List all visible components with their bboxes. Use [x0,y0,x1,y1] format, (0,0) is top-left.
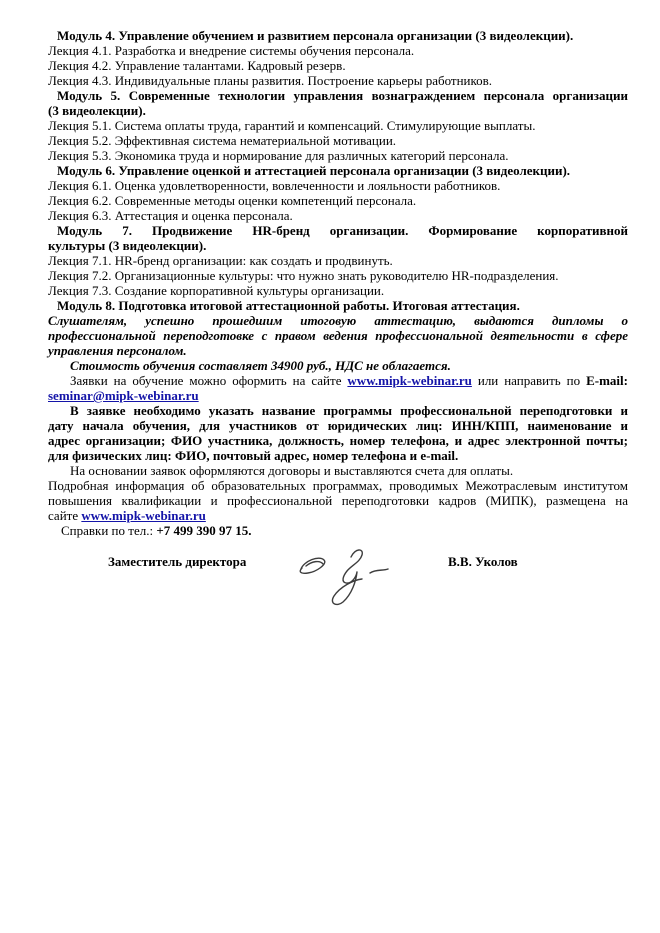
email-label: E-mail: [586,373,628,388]
document-body [48,28,628,538]
diploma-note-line3: управления персоналом. [48,343,187,358]
site-link-2[interactable]: www.mipk-webinar.ru [81,508,206,523]
application-paragraph [48,373,628,403]
lecture-5-3: Лекция 5.3. Экономика труда и нормирование для различных категорий персонала. [48,148,509,163]
application-details-line4: для физических лиц: ФИО, почтовый адрес, номер телефона и e-mail. [48,448,459,463]
lecture-4-3: Лекция 4.3. Индивидуальные планы развития. Построение карьеры работников. [48,73,493,88]
module-8-title: Модуль 8. Подготовка итоговой аттестационной работы. Итоговая аттестация. [57,298,520,313]
application-details-line1: В заявке необходимо указать название программы профессиональной переподготовки и [70,403,628,418]
lecture-4-2: Лекция 4.2. Управление талантами. Кадровый резерв. [48,58,346,73]
application-line2 [48,388,628,403]
info-line2: повышения квалификации и профессиональной переподготовки кадров (МИПК), размещена на [48,493,628,508]
module-5-title-line1: Модуль 5. Современные технологии управления вознаграждением персонала организации [57,88,628,103]
info-line3-text: сайте [48,508,82,523]
module-4-title: Модуль 4. Управление обучением и развитием персонала организации (3 видеолекции). [57,28,574,43]
diploma-note-line1: Слушателям, успешно прошедшим итоговую аттестацию, выдаются дипломы о [48,313,628,328]
site-link[interactable]: www.mipk-webinar.ru [347,373,472,388]
module-7-title-line1: Модуль 7. Продвижение HR-бренд организации. Формирование корпоративной [57,223,628,238]
lecture-7-1: Лекция 7.1. HR-бренд организации: как создать и продвинуть. [48,253,393,268]
email-link[interactable]: seminar@mipk-webinar.ru [48,388,199,403]
module-7-title-line2: культуры (3 видеолекции). [48,238,207,253]
application-details-line2: дату начала обучения, для участников от юридических лиц: ИНН/КПП, наименование и [48,418,628,433]
application-details [48,403,628,463]
invoice-note: На основании заявок оформляются договоры и выставляются счета для оплаты. [70,463,514,478]
signer-position: Заместитель директора [108,554,247,569]
lecture-6-1: Лекция 6.1. Оценка удовлетворенности, вовлеченности и лояльности работников. [48,178,501,193]
application-text-before-site: Заявки на обучение можно оформить на сайте [70,373,348,388]
lecture-5-1: Лекция 5.1. Система оплаты труда, гарантий и компенсаций. Стимулирующие выплаты. [48,118,536,133]
lecture-7-3: Лекция 7.3. Создание корпоративной культуры организации. [48,283,385,298]
lecture-7-2: Лекция 7.2. Организационные культуры: что нужно знать руководителю HR-подразделения. [48,268,559,283]
signature-icon [295,542,405,612]
module-7-title [48,223,628,253]
phone-line [48,523,628,538]
module-6-title: Модуль 6. Управление оценкой и аттестацией персонала организации (3 видеолекции). [57,163,571,178]
application-details-line3: адрес организации; ФИО участника, должность, номер телефона, и адрес электронной почты; [48,433,628,448]
module-5-title-line2: (3 видеолекции). [48,103,146,118]
signature-block [0,548,660,638]
lecture-4-1: Лекция 4.1. Разработка и внедрение системы обучения персонала. [48,43,415,58]
diploma-note-line2: профессиональной переподготовке с правом ведения профессиональной деятельности в сфере [48,328,628,343]
phone-label: Справки по тел.: [61,523,157,538]
diploma-note [48,313,628,358]
application-line1 [48,373,628,388]
module-5-title [48,88,628,118]
lecture-6-3: Лекция 6.3. Аттестация и оценка персонала. [48,208,293,223]
lecture-5-2: Лекция 5.2. Эффективная система нематериальной мотивации. [48,133,397,148]
price-note: Стоимость обучения составляет 34900 руб., НДС не облагается. [70,358,451,373]
signer-name: В.В. Уколов [448,554,518,569]
phone-number: +7 499 390 97 15. [156,523,252,538]
info-paragraph [48,478,628,523]
application-text-between: или направить по [471,373,587,388]
info-line1: Подробная информация об образовательных программах, проводимых Межотраслевым институтом [48,478,628,493]
lecture-6-2: Лекция 6.2. Современные методы оценки компетенций персонала. [48,193,417,208]
info-line3 [48,508,628,523]
